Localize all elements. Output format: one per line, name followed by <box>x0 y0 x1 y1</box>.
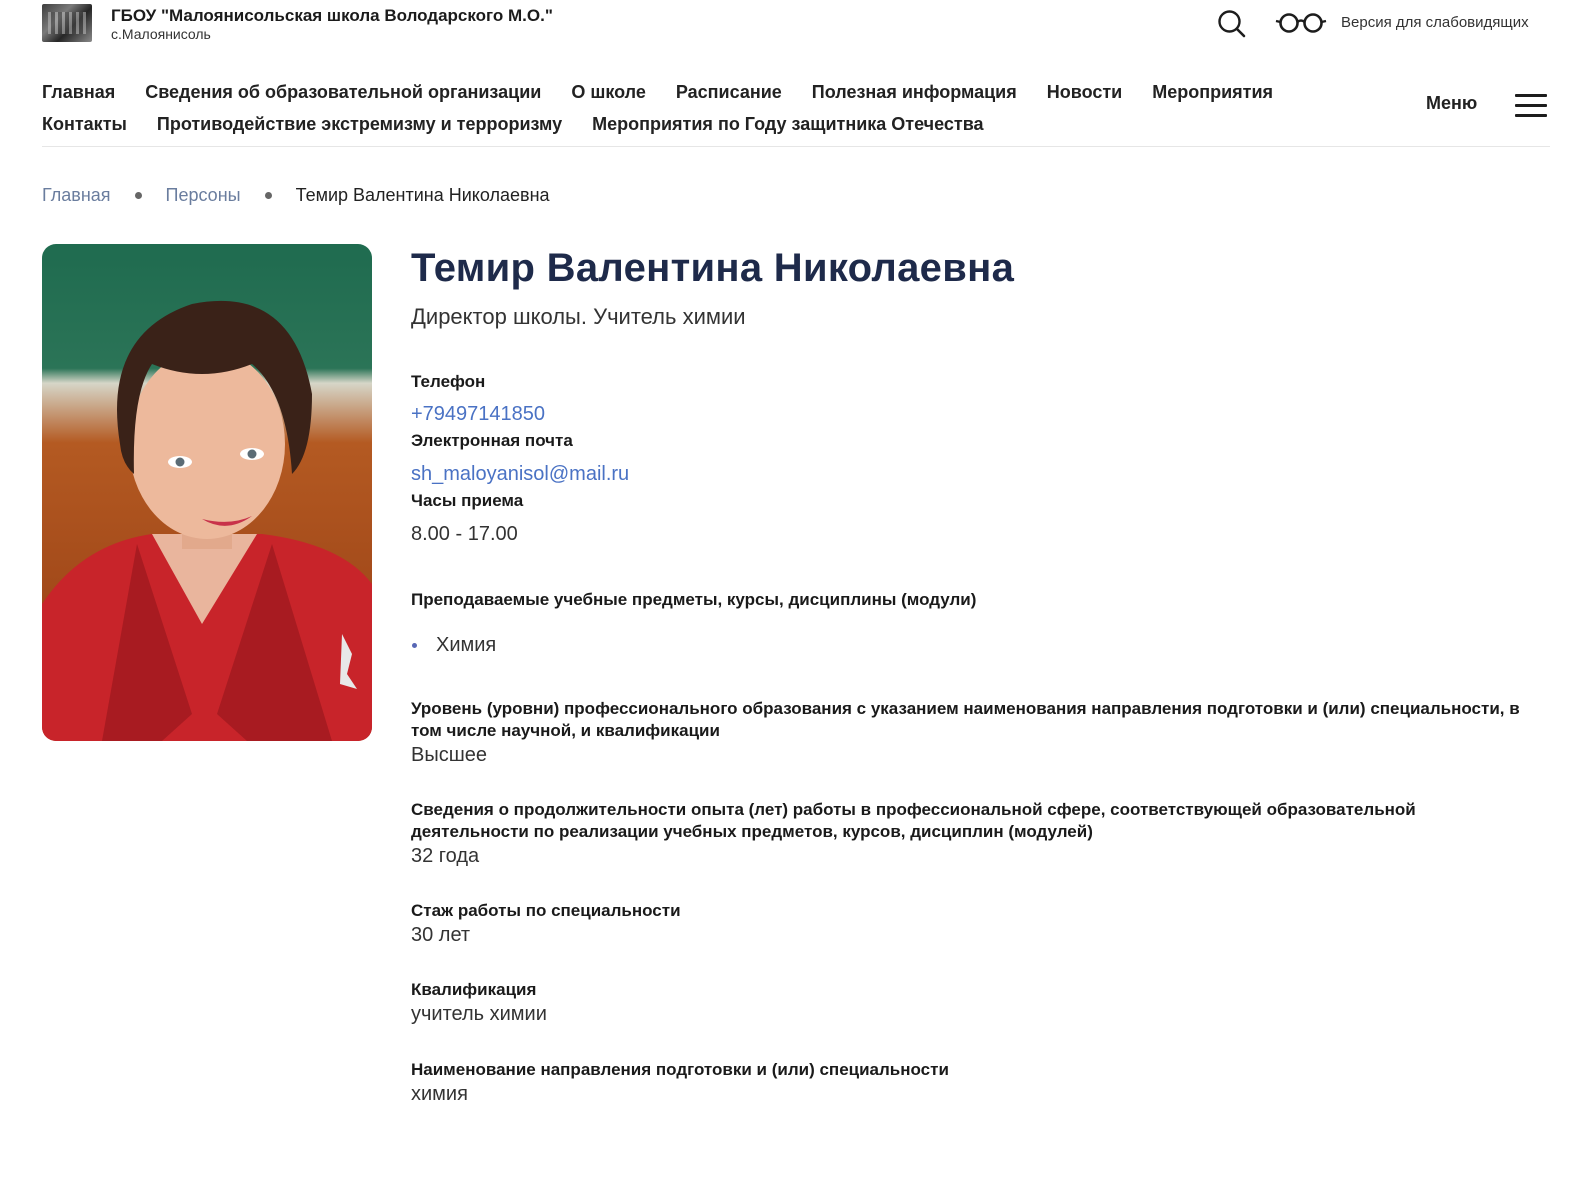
nav-item-schedule[interactable]: Расписание <box>675 81 782 102</box>
specialty-exp-label: Стаж работы по специальности <box>411 901 681 920</box>
nav-item-news[interactable]: Новости <box>1046 81 1123 102</box>
hamburger-menu-icon[interactable] <box>1515 94 1547 118</box>
subject-list-item <box>411 634 496 657</box>
nav-item-events[interactable]: Мероприятия <box>1152 81 1274 102</box>
breadcrumb-home[interactable]: Главная <box>42 185 111 205</box>
nav-item-home[interactable]: Главная <box>42 81 116 102</box>
person-name: Темир Валентина Николаевна <box>411 246 1015 290</box>
school-name[interactable]: ГБОУ "Малоянисольская школа Володарского М.О." <box>111 6 553 25</box>
nav-row-2 <box>42 108 1362 140</box>
glasses-icon[interactable] <box>1275 10 1327 36</box>
menu-button-label[interactable]: Меню <box>1426 93 1478 113</box>
subjects-label: Преподаваемые учебные предметы, курсы, дисциплины (модули) <box>411 590 977 609</box>
portrait-illustration <box>42 244 372 741</box>
education-value: Высшее <box>411 744 488 766</box>
breadcrumb-separator <box>265 192 272 199</box>
experience-label: Сведения о продолжительности опыта (лет) работы в профессиональной сфере, соответствующей образовательной деятельности по реализации учебных предметов, курсов, дисциплин (модулей) <box>411 800 1416 841</box>
nav-item-useful-info[interactable]: Полезная информация <box>811 81 1017 102</box>
school-place: с.Малоянисоль <box>111 26 211 42</box>
nav-item-about[interactable]: О школе <box>571 81 646 102</box>
bullet-icon <box>412 643 417 648</box>
search-icon[interactable] <box>1216 8 1246 38</box>
main-nav <box>42 76 1362 140</box>
nav-row-1 <box>42 76 1362 108</box>
breadcrumb <box>42 185 550 206</box>
breadcrumb-persons[interactable]: Персоны <box>165 185 241 205</box>
specialty-exp-value: 30 лет <box>411 924 471 946</box>
nav-item-defender-year[interactable]: Мероприятия по Году защитника Отечества <box>592 113 984 134</box>
nav-item-contacts[interactable]: Контакты <box>42 113 127 134</box>
breadcrumb-separator <box>135 192 142 199</box>
nav-item-anti-extremism[interactable]: Противодействие экстремизму и терроризму <box>156 113 563 134</box>
header-divider <box>42 146 1550 147</box>
phone-label: Телефон <box>411 372 486 391</box>
direction-value: химия <box>411 1083 468 1105</box>
qualification-value: учитель химии <box>411 1003 547 1025</box>
vision-version-link[interactable]: Версия для слабовидящих <box>1341 14 1529 31</box>
education-label: Уровень (уровни) профессионального образования с указанием наименования направления подготовки и (или) специальности, в том числе научной, и квалификации <box>411 699 1520 740</box>
email-label: Электронная почта <box>411 431 573 450</box>
person-position: Директор школы. Учитель химии <box>411 304 746 329</box>
hours-label: Часы приема <box>411 491 524 510</box>
hours-value: 8.00 - 17.00 <box>411 523 518 545</box>
school-logo[interactable] <box>42 4 92 42</box>
qualification-label: Квалификация <box>411 980 537 999</box>
experience-value: 32 года <box>411 845 480 867</box>
person-photo <box>42 244 372 741</box>
nav-item-org-info[interactable]: Сведения об образовательной организации <box>145 81 542 102</box>
subject-name: Химия <box>436 634 497 656</box>
email-link[interactable]: sh_maloyanisol@mail.ru <box>411 463 630 485</box>
direction-label: Наименование направления подготовки и (или) специальности <box>411 1060 949 1079</box>
breadcrumb-current: Темир Валентина Николаевна <box>295 185 550 205</box>
phone-link[interactable]: +79497141850 <box>411 403 546 425</box>
